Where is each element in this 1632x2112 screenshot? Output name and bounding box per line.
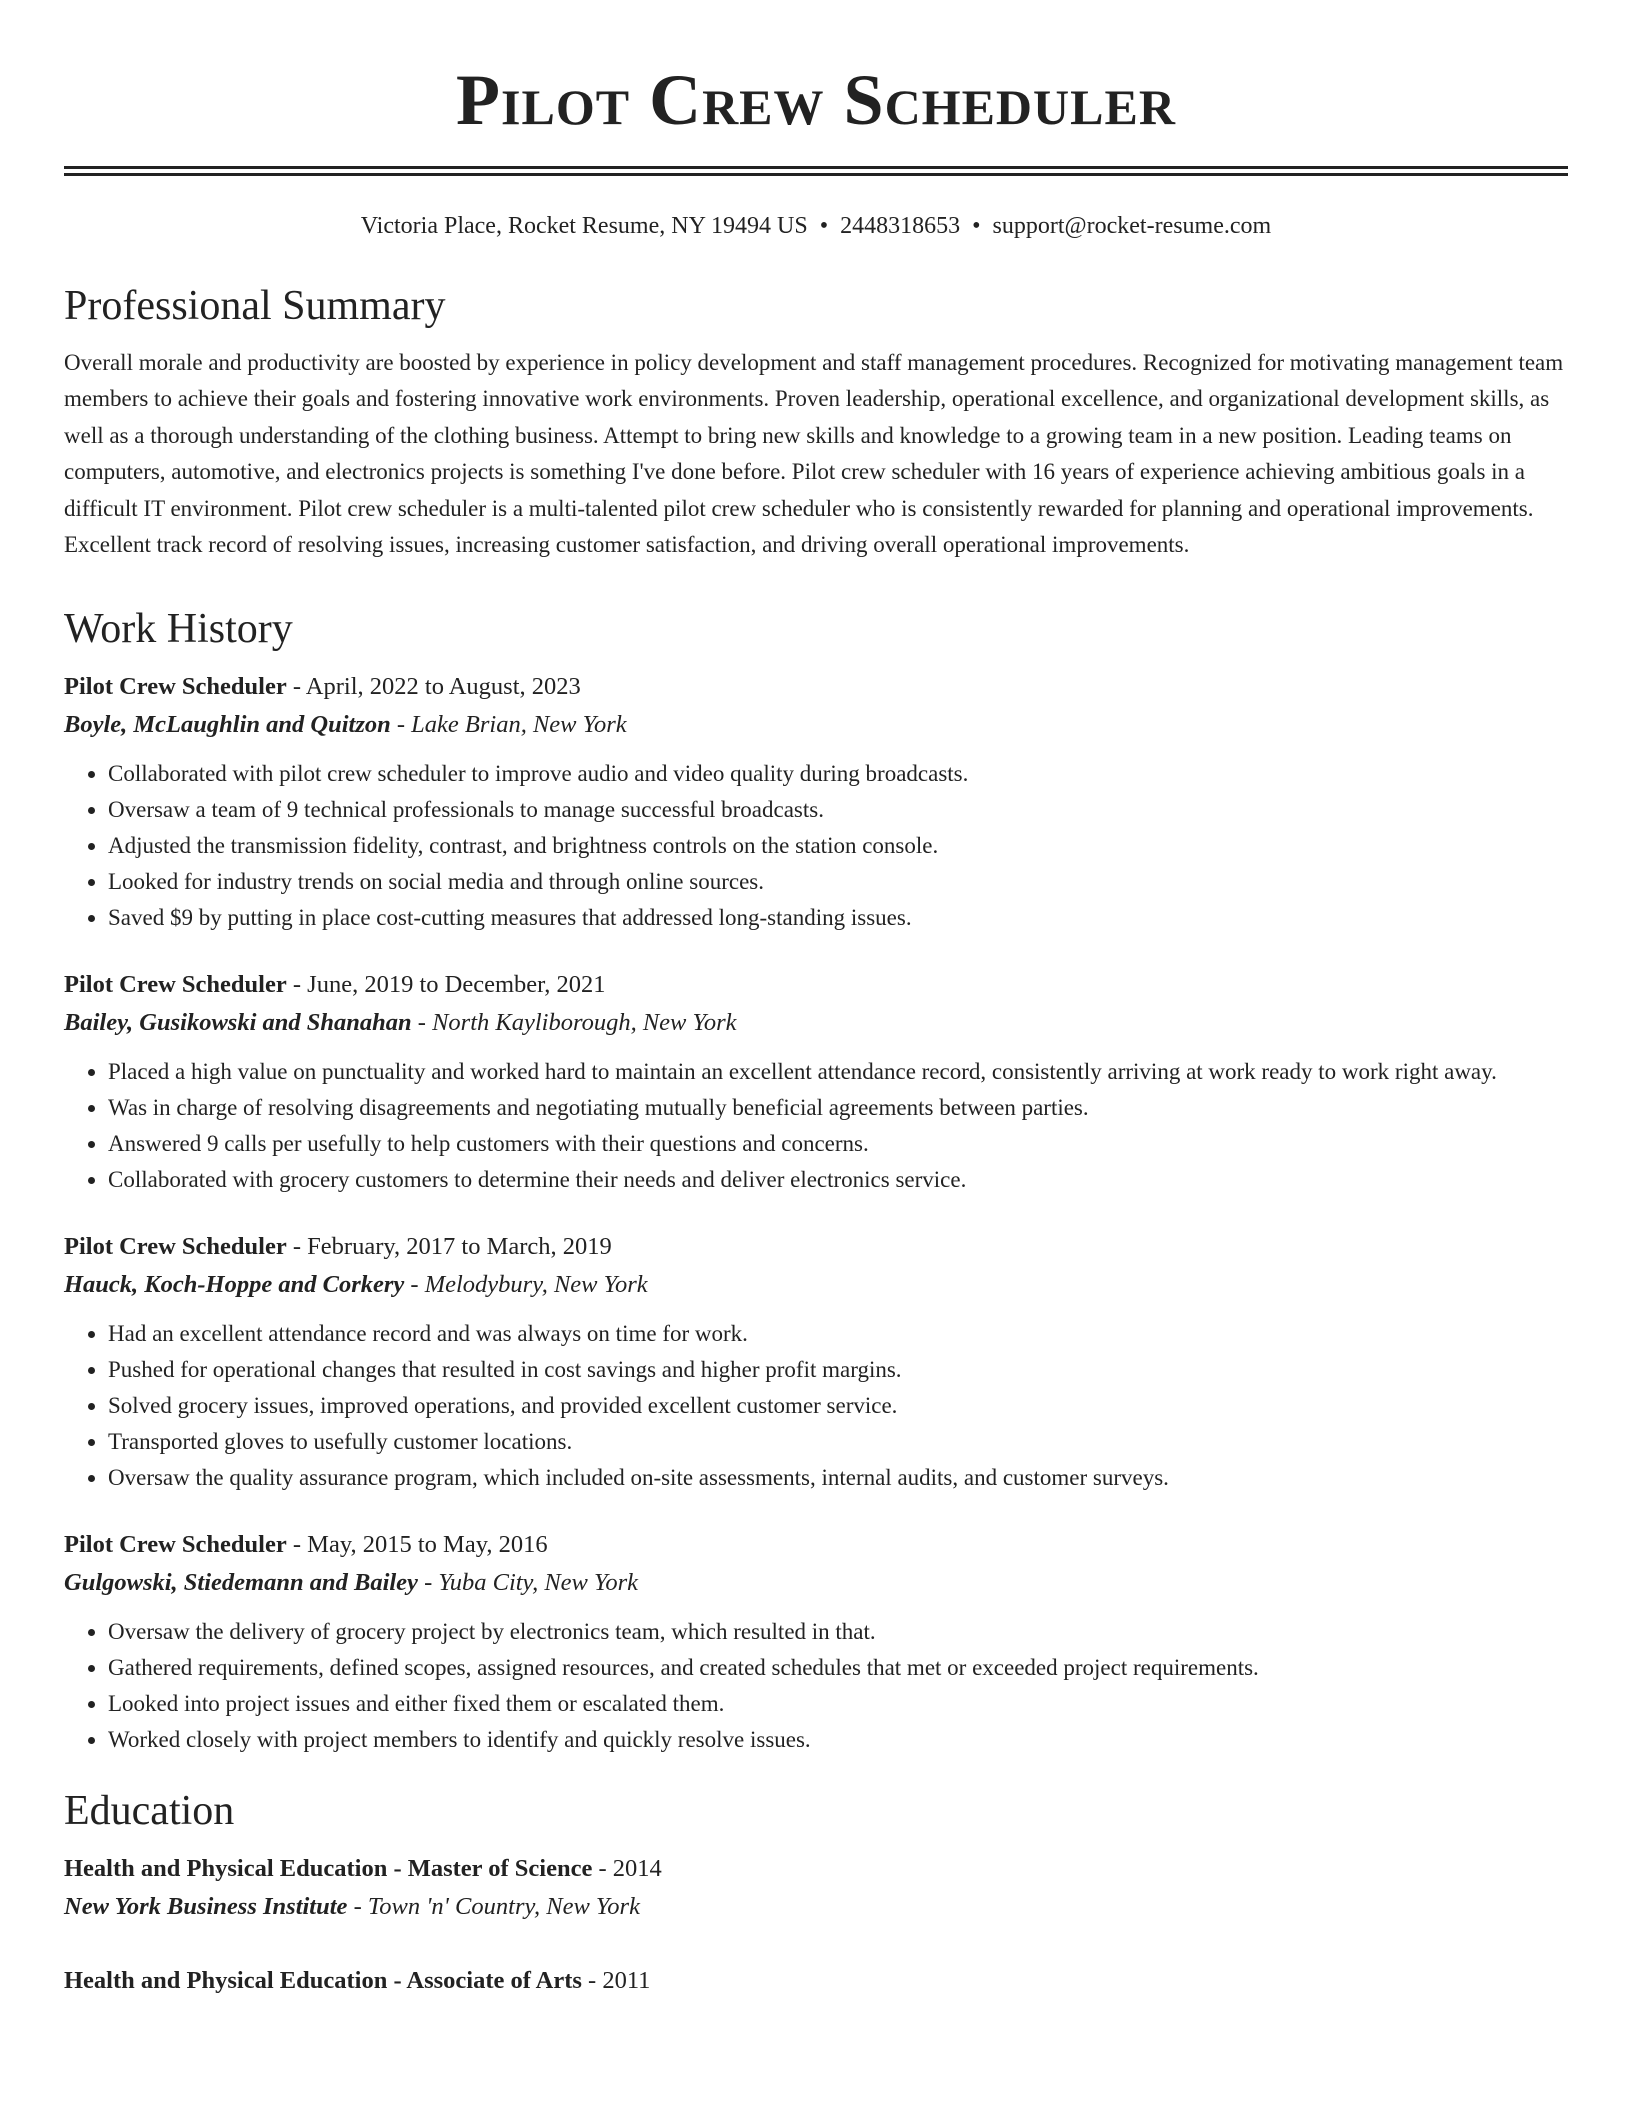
education-degree-line	[64, 1962, 1568, 2000]
job-bullet: • Oversaw the quality assurance program, which included on-site assessments, internal audits, and customer surveys.	[108, 1460, 1568, 1496]
job-bullet: • Answered 9 calls per usefully to help customers with their questions and concerns.	[108, 1126, 1568, 1162]
job-bullet: • Placed a high value on punctuality and worked hard to maintain an excellent attendance record, consistently arriving at work ready to work right away.	[108, 1054, 1568, 1090]
job-bullet: • Solved grocery issues, improved operations, and provided excellent customer service.	[108, 1388, 1568, 1424]
education-degree-line	[64, 1850, 1568, 1888]
education-year: - 2014	[592, 1854, 662, 1882]
job-bullet: • Had an excellent attendance record and was always on time for work.	[108, 1316, 1568, 1352]
education-school-line	[64, 1888, 1568, 1926]
job-company-line	[64, 1004, 1568, 1042]
job-bullet: • Collaborated with pilot crew scheduler to improve audio and video quality during broadcasts.	[108, 756, 1568, 792]
job-location: - Yuba City, New York	[417, 1568, 639, 1596]
job-bullet: • Adjusted the transmission fidelity, contrast, and brightness controls on the station console.	[108, 828, 1568, 864]
job-company: Boyle, McLaughlin and Quitzon	[64, 710, 391, 738]
contact-phone: 2448318653	[840, 213, 961, 239]
job-company: Hauck, Koch-Hoppe and Corkery	[64, 1270, 405, 1298]
job-bullet: • Saved $9 by putting in place cost-cutting measures that addressed long-standing issues.	[108, 900, 1568, 936]
education-year: - 2011	[581, 1966, 651, 1994]
education-degree: Health and Physical Education - Master of Science	[64, 1854, 593, 1882]
job-location: - North Kayliborough, New York	[411, 1008, 737, 1036]
job-entry	[64, 966, 1568, 1198]
summary-heading: Professional Summary	[64, 282, 446, 329]
resume-name: Pilot Crew Scheduler	[456, 60, 1176, 140]
job-entry	[64, 1526, 1568, 1758]
job-company: Bailey, Gusikowski and Shanahan	[64, 1008, 412, 1036]
education-entry	[64, 1850, 1568, 1926]
job-bullet: • Was in charge of resolving disagreements and negotiating mutually beneficial agreements between parties.	[108, 1090, 1568, 1126]
job-entry	[64, 668, 1568, 936]
job-title: Pilot Crew Scheduler	[64, 1232, 287, 1260]
title-divider	[64, 166, 1568, 176]
job-location: - Melodybury, New York	[404, 1270, 648, 1298]
job-bullet: • Gathered requirements, defined scopes, assigned resources, and created schedules that met or exceeded project requirements.	[108, 1650, 1568, 1686]
education-degree: Health and Physical Education - Associate of Arts	[64, 1966, 582, 1994]
job-title: Pilot Crew Scheduler	[64, 672, 287, 700]
contact-line	[64, 212, 1568, 241]
education-school: New York Business Institute	[64, 1892, 348, 1920]
job-bullet: • Worked closely with project members to identify and quickly resolve issues.	[108, 1722, 1568, 1758]
job-location: - Lake Brian, New York	[390, 710, 627, 738]
job-title-line	[64, 966, 1568, 1004]
job-dates: - April, 2022 to August, 2023	[286, 672, 581, 700]
job-bullet: • Oversaw the delivery of grocery project by electronics team, which resulted in that.	[108, 1614, 1568, 1650]
job-company-line	[64, 706, 1568, 744]
job-bullet: • Oversaw a team of 9 technical professionals to manage successful broadcasts.	[108, 792, 1568, 828]
education-heading: Education	[64, 1787, 235, 1834]
job-bullets	[64, 1054, 1568, 1198]
job-bullets	[64, 756, 1568, 936]
job-bullet: • Looked for industry trends on social media and through online sources.	[108, 864, 1568, 900]
job-entry	[64, 1228, 1568, 1496]
education-location: - Town 'n' Country, New York	[347, 1892, 640, 1920]
job-dates: - June, 2019 to December, 2021	[286, 970, 606, 998]
job-bullet: • Transported gloves to usefully customer locations.	[108, 1424, 1568, 1460]
job-company-line	[64, 1266, 1568, 1304]
job-dates: - February, 2017 to March, 2019	[286, 1232, 612, 1260]
job-company: Gulgowski, Stiedemann and Bailey	[64, 1568, 418, 1596]
contact-separator: •	[972, 213, 981, 239]
job-bullet: • Looked into project issues and either fixed them or escalated them.	[108, 1686, 1568, 1722]
job-title: Pilot Crew Scheduler	[64, 970, 287, 998]
job-bullet: • Collaborated with grocery customers to determine their needs and deliver electronics service.	[108, 1162, 1568, 1198]
work-history-list	[64, 668, 1568, 1758]
job-title: Pilot Crew Scheduler	[64, 1530, 287, 1558]
job-bullet: • Pushed for operational changes that resulted in cost savings and higher profit margins.	[108, 1352, 1568, 1388]
summary-text: Overall morale and productivity are boosted by experience in policy development and staff management procedures. Recognized for motivating management team members to achieve their goals and fostering innovative work environments. Proven leadership, operational excellence, and organizational development skills, as well as a thorough understanding of the clothing business. Attempt to bring new skills and knowledge to a growing team in a new position. Leading teams on computers, automotive, and electronics projects is something I've done before. Pilot crew scheduler with 16 years of experience achieving ambitious goals in a difficult IT environment. Pilot crew scheduler is a multi-talented pilot crew scheduler who is consistently rewarded for planning and operational improvements. Excellent track record of resolving issues, increasing customer satisfaction, and driving overall operational improvements.	[64, 349, 1564, 558]
job-title-line	[64, 1228, 1568, 1266]
contact-separator: •	[819, 213, 829, 239]
work-history-heading: Work History	[64, 605, 293, 652]
job-title-line	[64, 1526, 1568, 1564]
job-title-line	[64, 668, 1568, 706]
contact-email[interactable]: support@rocket-resume.com	[992, 213, 1272, 239]
job-bullets	[64, 1316, 1568, 1496]
contact-address: Victoria Place, Rocket Resume, NY 19494 US	[360, 213, 808, 239]
education-entry	[64, 1962, 1568, 2000]
job-dates: - May, 2015 to May, 2016	[286, 1530, 548, 1558]
education-list	[64, 1850, 1568, 2000]
job-company-line	[64, 1564, 1568, 1602]
job-bullets	[64, 1614, 1568, 1758]
